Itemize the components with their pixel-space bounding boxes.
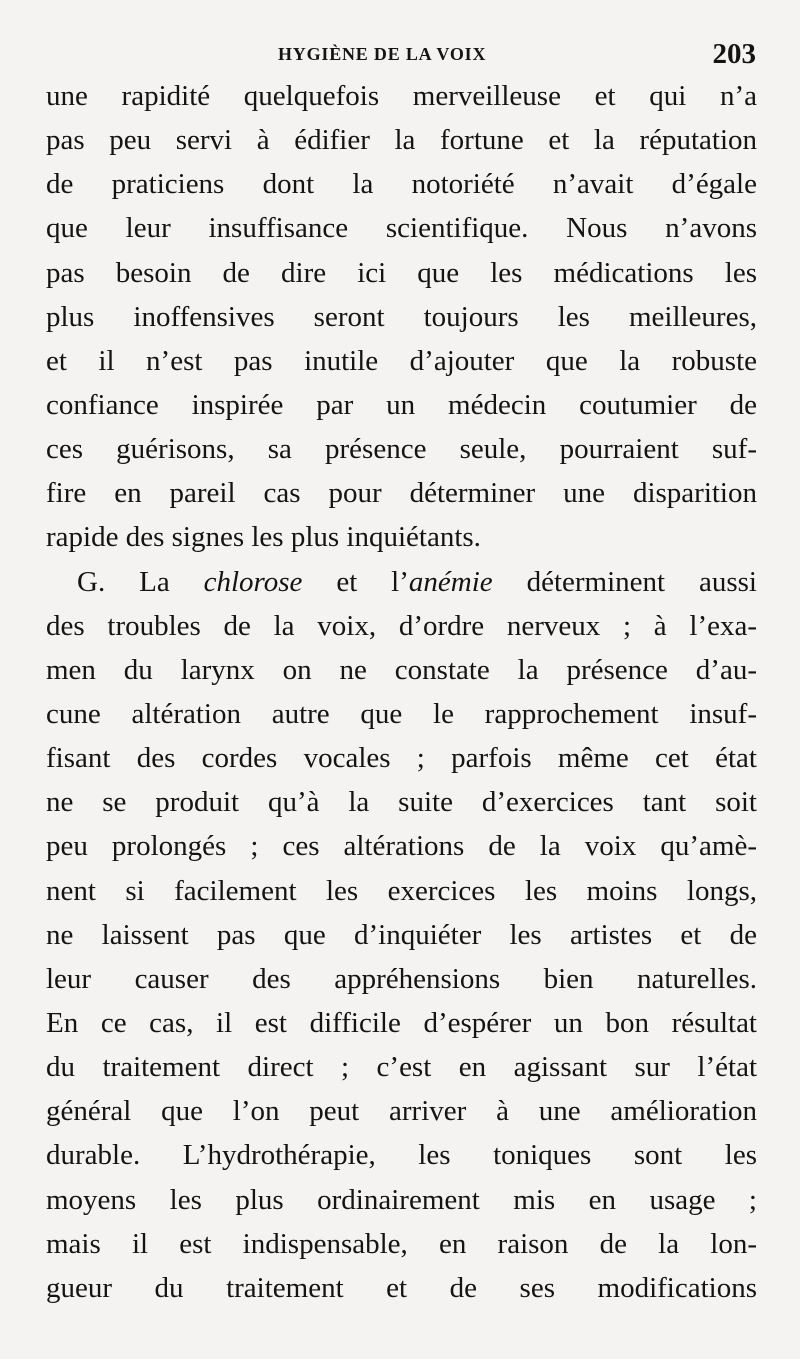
text-line-24: général que l’on peut arriver à une amélioration: [46, 1095, 757, 1128]
text-line-02: pas peu servi à édifier la fortune et la réputation: [46, 124, 757, 157]
text-line-08: confiance inspirée par un médecin coutumier de: [46, 388, 757, 421]
text-line-11: rapide des signes les plus inquiétants.: [46, 521, 481, 554]
text-line-20: ne laissent pas que d’inquiéter les artistes et de: [46, 918, 757, 951]
page-body: [46, 74, 757, 1310]
text-line-07: et il n’est pas inutile d’ajouter que la robuste: [46, 344, 757, 377]
text-line-13: des troubles de la voix, d’ordre nerveux ; à l’exa-: [46, 609, 757, 642]
italic-term-anemie: anémie: [408, 565, 493, 598]
text-line-22: En ce cas, il est difficile d’espérer un bon résultat: [46, 1006, 757, 1039]
line-12-part-3: déterminent aussi: [492, 565, 757, 598]
text-line-03: de praticiens dont la notoriété n’avait d’égale: [46, 168, 757, 201]
text-line-15: cune altération autre que le rapprochement insuf-: [46, 697, 757, 730]
text-line-01: une rapidité quelquefois merveilleuse et qui n’a: [46, 80, 757, 112]
text-line-12: [46, 560, 757, 604]
page-number: 203: [712, 38, 756, 70]
text-line-21: leur causer des appréhensions bien naturelles.: [46, 962, 757, 995]
text-line-18: peu prolongés ; ces altérations de la voix qu’amè-: [46, 830, 757, 863]
text-line-04: que leur insuffisance scientifique. Nous n’avons: [46, 212, 757, 245]
line-12-part-1: G. La: [77, 565, 204, 598]
text-line-28: gueur du traitement et de ses modifications: [46, 1271, 757, 1304]
text-line-09: ces guérisons, sa présence seule, pourraient suf-: [46, 433, 757, 466]
text-line-14: men du larynx on ne constate la présence d’au-: [46, 653, 757, 686]
text-line-26: moyens les plus ordinairement mis en usage ;: [46, 1183, 757, 1216]
text-line-19: nent si facilement les exercices les moins longs,: [46, 874, 757, 907]
line-12-part-2: et l’: [302, 565, 409, 598]
text-line-05: pas besoin de dire ici que les médications les: [46, 256, 757, 289]
page-header: [48, 38, 756, 78]
italic-term-chlorose: chlorose: [203, 565, 303, 598]
text-line-06: plus inoffensives seront toujours les meilleures,: [46, 300, 757, 333]
text-line-23: du traitement direct ; c’est en agissant sur l’état: [46, 1051, 757, 1084]
text-line-27: mais il est indispensable, en raison de la lon-: [46, 1227, 757, 1260]
text-line-17: ne se produit qu’à la suite d’exercices tant soit: [46, 786, 757, 819]
text-line-16: fisant des cordes vocales ; parfois même cet état: [46, 742, 757, 775]
text-line-25: durable. L’hydrothérapie, les toniques sont les: [46, 1139, 757, 1172]
running-head: HYGIÈNE DE LA VOIX: [278, 44, 487, 64]
text-line-10: fire en pareil cas pour déterminer une disparition: [46, 477, 757, 510]
